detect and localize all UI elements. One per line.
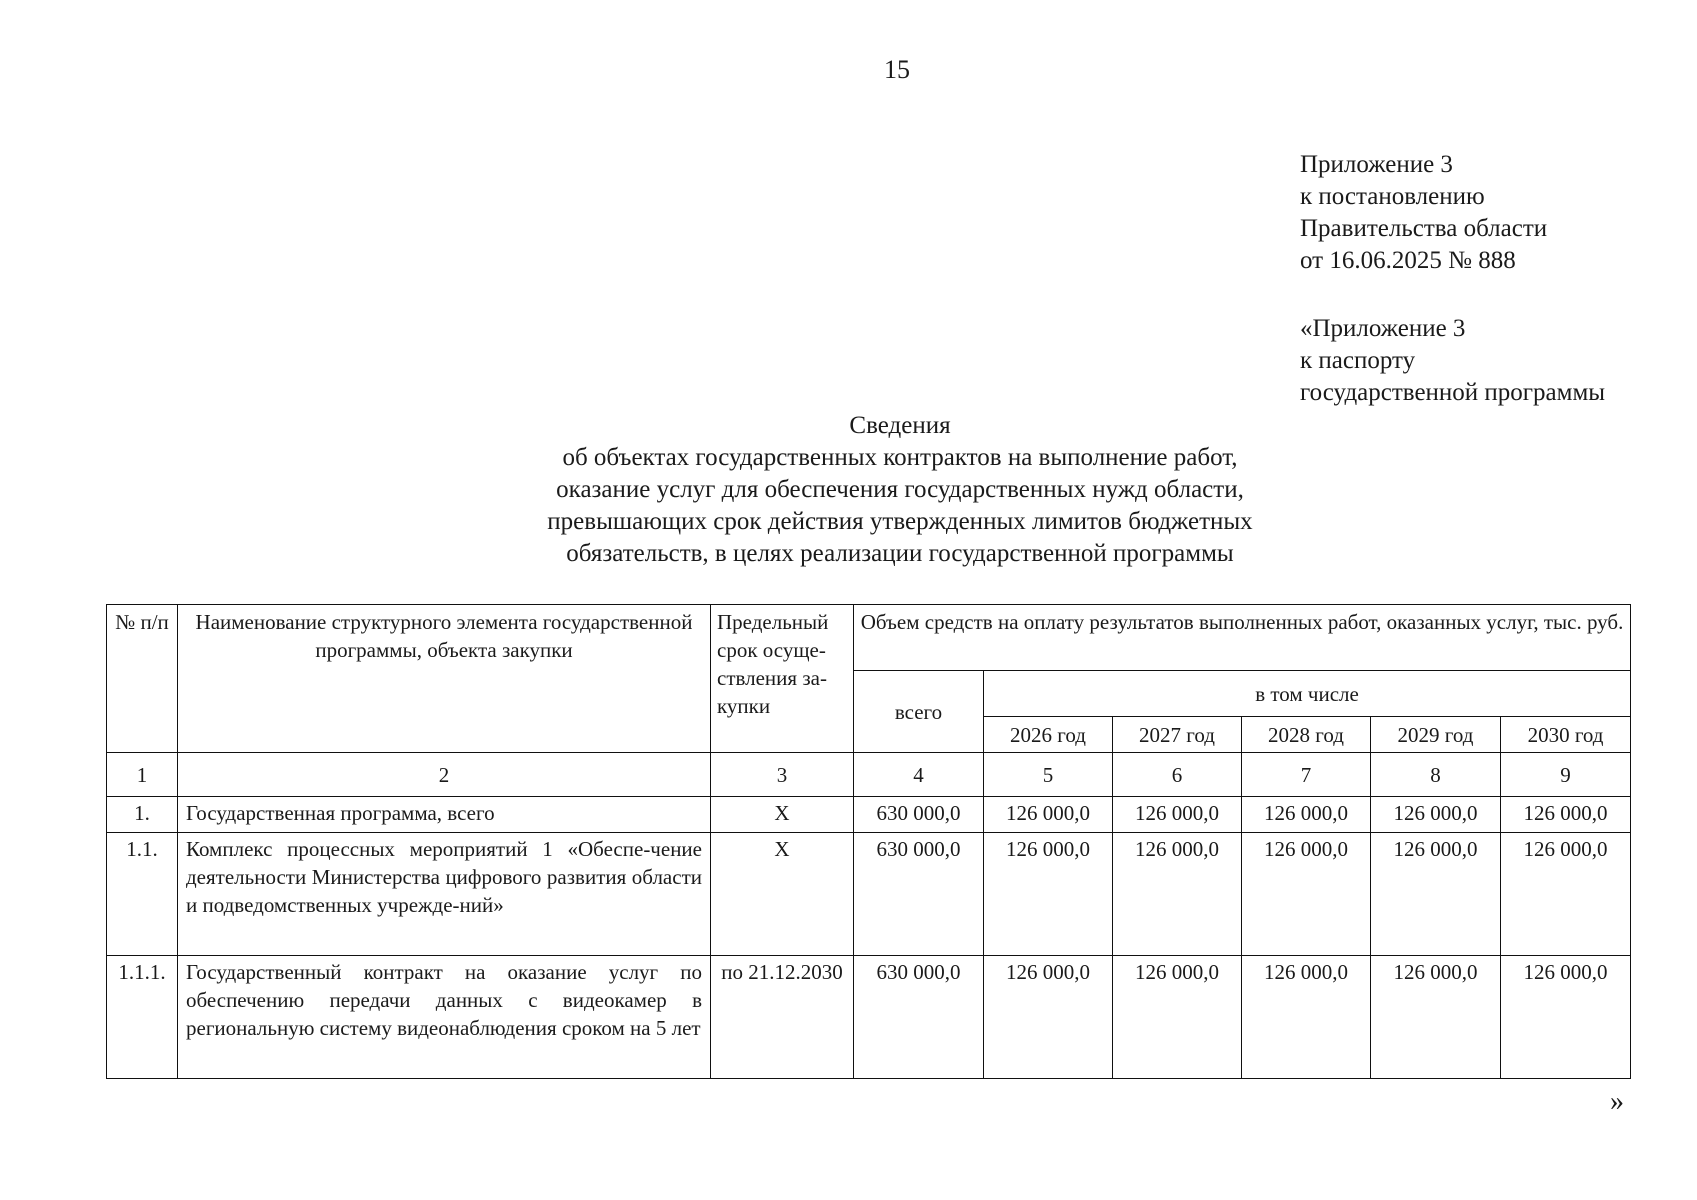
document-title [400,410,1400,570]
page-number: 15 [884,55,910,84]
header-including: в том числе [984,671,1631,717]
title-line: превышающих срок действия утвержденных лимитов бюджетных [547,508,1253,535]
column-number: 1 [107,753,178,797]
closing-quote: » [1610,1086,1624,1117]
title-line: обязательств, в целях реализации государственной программы [566,540,1234,567]
passport-appendix-line: к паспорту [1300,347,1416,374]
row-year-value: 126 000,0 [1371,797,1501,833]
row-year-value: 126 000,0 [1371,956,1501,1079]
header-num: № п/п [107,605,178,753]
row-year-value: 126 000,0 [1242,833,1371,956]
passport-appendix-reference [1300,313,1605,409]
row-year-value: 126 000,0 [1242,797,1371,833]
appendix-line: Приложение 3 [1300,151,1453,178]
row-year-value: 126 000,0 [1501,797,1631,833]
appendix-line: от 16.06.2025 № 888 [1300,247,1516,274]
row-year-value: 126 000,0 [1501,833,1631,956]
contracts-table [106,604,1631,1079]
column-number: 2 [178,753,711,797]
header-deadline: Предельный срок осуще-ствления за-купки [711,605,854,753]
row-number: 1. [107,797,178,833]
column-number: 5 [984,753,1113,797]
row-year-value: 126 000,0 [984,833,1113,956]
row-year-value: 126 000,0 [1371,833,1501,956]
row-deadline: Х [711,797,854,833]
column-number: 3 [711,753,854,797]
column-number: 9 [1501,753,1631,797]
passport-appendix-line: «Приложение 3 [1300,315,1466,342]
row-number: 1.1. [107,833,178,956]
appendix-reference [1300,149,1547,277]
header-year: 2027 год [1113,717,1242,753]
appendix-line: к постановлению [1300,183,1485,210]
column-number: 8 [1371,753,1501,797]
row-number: 1.1.1. [107,956,178,1079]
row-name: Комплекс процессных мероприятий 1 «Обеспе-чение деятельности Министерства цифрового развития области и подведомственных учрежде-ний» [178,833,711,956]
header-year: 2028 год [1242,717,1371,753]
row-total: 630 000,0 [854,797,984,833]
header-name: Наименование структурного элемента государственной программы, объекта закупки [178,605,711,753]
column-numbers-row [107,753,1631,797]
row-total: 630 000,0 [854,833,984,956]
column-number: 6 [1113,753,1242,797]
title-line: об объектах государственных контрактов на выполнение работ, [562,444,1238,471]
row-name: Государственная программа, всего [178,797,711,833]
header-year: 2029 год [1371,717,1501,753]
row-year-value: 126 000,0 [1113,956,1242,1079]
title-line: Сведения [849,412,951,439]
row-total: 630 000,0 [854,956,984,1079]
column-number: 4 [854,753,984,797]
header-row [107,605,1631,671]
passport-appendix-line: государственной программы [1300,379,1606,406]
row-year-value: 126 000,0 [984,956,1113,1079]
row-year-value: 126 000,0 [1113,833,1242,956]
table-row [107,797,1631,833]
header-year: 2030 год [1501,717,1631,753]
row-year-value: 126 000,0 [1501,956,1631,1079]
header-year: 2026 год [984,717,1113,753]
appendix-line: Правительства области [1300,215,1548,242]
row-name: Государственный контракт на оказание услуг по обеспечению передачи данных с видеокамер в региональную систему видеонаблюдения сроком на 5 лет [178,956,711,1079]
column-number: 7 [1242,753,1371,797]
row-deadline: по 21.12.2030 [711,956,854,1079]
table-row [107,833,1631,956]
header-volume: Объем средств на оплату результатов выполненных работ, оказанных услуг, тыс. руб. [854,605,1631,671]
row-year-value: 126 000,0 [1113,797,1242,833]
title-line: оказание услуг для обеспечения государственных нужд области, [556,476,1244,503]
table-row [107,956,1631,1079]
row-deadline: Х [711,833,854,956]
header-total: всего [854,671,984,753]
row-year-value: 126 000,0 [1242,956,1371,1079]
row-year-value: 126 000,0 [984,797,1113,833]
